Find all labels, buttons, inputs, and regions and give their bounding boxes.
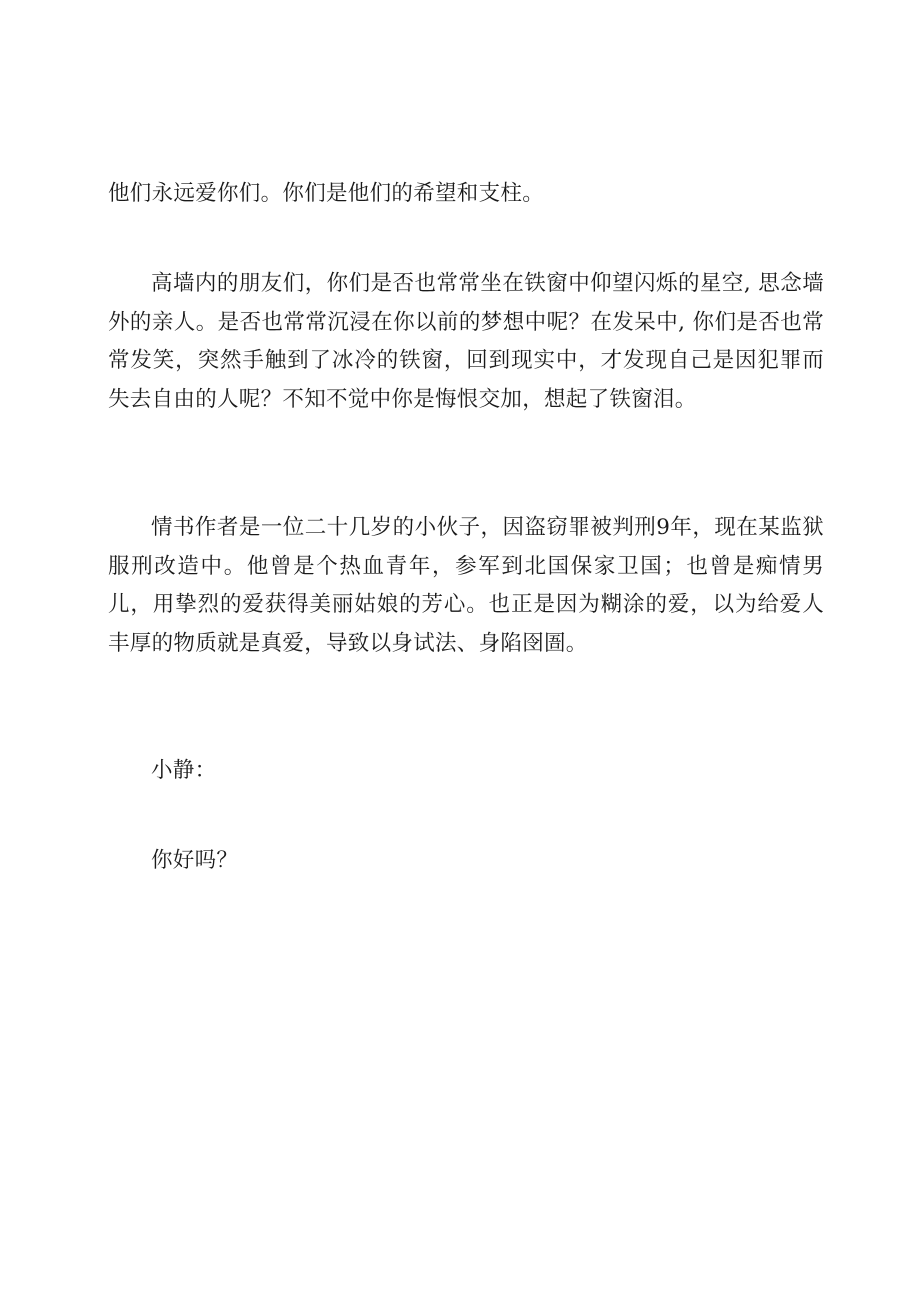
paragraph-continuation: 他们永远爱你们。你们是他们的希望和支柱。 [108, 181, 545, 206]
letter-salutation: 小静： [151, 758, 217, 783]
paragraph-author-intro: 情书作者是一位二十几岁的小伙子，因盗窃罪被判刑9年，现在某监狱服刑改造中。他曾是个热血青年，参军到北国保家卫国；也曾是痴情男儿，用挚烈的爱获得美丽姑娘的芳心。也正是因为糊涂的爱，以为给爱人丰厚的物质就是真爱，导致以身试法、身陷囹圄。 [108, 515, 824, 656]
paragraph-prison-friends: 高墙内的朋友们，你们是否也常常坐在铁窗中仰望闪烁的星空, 思念墙外的亲人。是否也常常沉浸在你以前的梦想中呢？在发呆中, 你们是否也常常发笑，突然手触到了冰冷的铁窗，回到现实中，才发现自己是因犯罪而失去自由的人呢？不知不觉中你是悔恨交加，想起了铁窗泪。 [108, 271, 824, 412]
letter-greeting: 你好吗？ [151, 848, 239, 873]
